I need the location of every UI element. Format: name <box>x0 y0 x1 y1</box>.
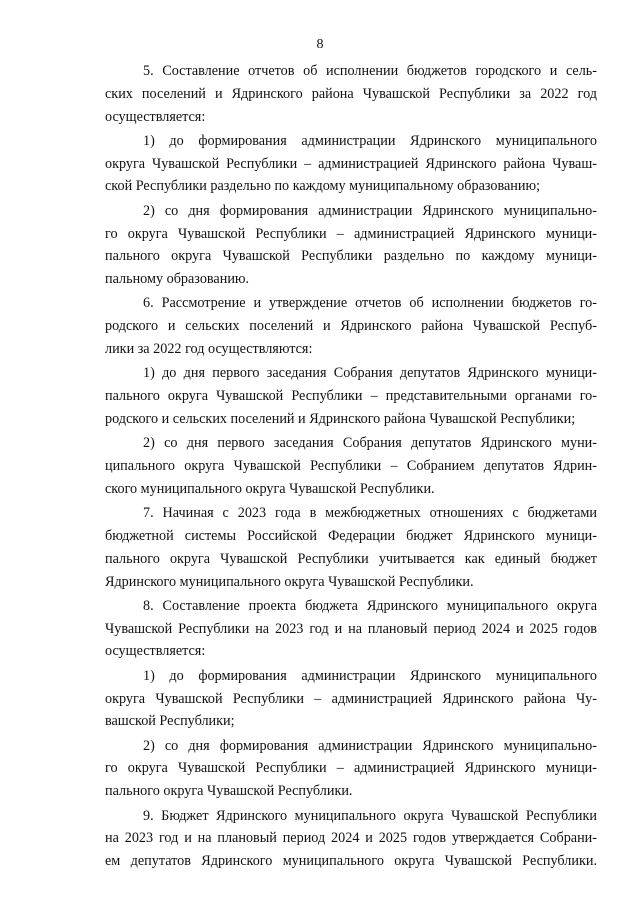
text-line: родского и сельских поселений и Ядринского района Чувашской Республики; <box>105 410 576 427</box>
text-line: го округа Чувашской Республики – администрацией Ядринского муници- <box>105 760 597 777</box>
text-line: 2) со дня первого заседания Собрания депутатов Ядринского муни- <box>143 435 597 452</box>
text-line: 9. Бюджет Ядринского муниципального округа Чувашской Республики <box>143 807 597 824</box>
paragraph <box>105 362 597 430</box>
paragraph <box>105 60 597 128</box>
text-line: пального округа Чувашской Республики. <box>105 783 353 800</box>
text-line: лики за 2022 год осуществляются: <box>105 341 313 358</box>
paragraph <box>105 200 597 291</box>
text-line: пальному образованию. <box>105 271 250 288</box>
paragraph <box>105 735 597 803</box>
text-line: бюджетной системы Российской Федерации бюджет Ядринского муници- <box>105 527 597 544</box>
text-line: осуществляется: <box>105 108 206 125</box>
text-line: ципального округа Чувашской Республики – Собранием депутатов Ядрин- <box>105 458 597 475</box>
text-line: вашской Республики; <box>105 713 235 730</box>
text-line: 1) до формирования администрации Ядринского муниципального <box>143 667 597 684</box>
text-line: ем депутатов Ядринского муниципального округа Чувашской Республики. <box>105 853 597 870</box>
text-line: го округа Чувашской Республики – администрацией Ядринского муници- <box>105 225 597 242</box>
text-line: 5. Составление отчетов об исполнении бюджетов городского и сель- <box>143 63 597 79</box>
text-line: округа Чувашской Республики – администрацией Ядринского района Чу- <box>105 690 597 707</box>
text-line: Ядринского муниципального округа Чувашской Республики. <box>105 573 474 590</box>
text-line: Чувашской Республики на 2023 год и на плановый период 2024 и 2025 годов <box>105 620 597 637</box>
text-line: на 2023 год и на плановый период 2024 и 2025 годов утверждается Собрани- <box>105 830 597 847</box>
paragraph <box>105 292 597 360</box>
text-line: пального округа Чувашской Республики – представительными органами го- <box>105 388 597 405</box>
text-line: 8. Составление проекта бюджета Ядринского муниципального округа <box>143 597 597 614</box>
text-line: 7. Начиная с 2023 года в межбюджетных отношениях с бюджетами <box>143 505 597 522</box>
page-number: 8 <box>316 37 324 52</box>
paragraph <box>105 130 597 198</box>
text-line: 2) со дня формирования администрации Ядринского муниципально- <box>143 737 597 754</box>
document-body <box>105 60 597 874</box>
text-line: 1) до формирования администрации Ядринского муниципального <box>143 132 597 149</box>
text-line: пального округа Чувашской Республики раздельно по каждому муници- <box>105 248 597 265</box>
text-line: округа Чувашской Республики – администрацией Ядринского района Чуваш- <box>105 155 597 172</box>
paragraph <box>105 805 597 873</box>
text-line: осуществляется: <box>105 643 206 660</box>
text-line: родского и сельских поселений и Ядринского района Чувашской Респуб- <box>105 318 597 335</box>
text-line: пального округа Чувашской Республики учитывается как единый бюджет <box>105 550 597 567</box>
text-line: ских поселений и Ядринского района Чувашской Республики за 2022 год <box>105 85 597 102</box>
text-line: ского муниципального округа Чувашской Республики. <box>105 480 435 497</box>
paragraph <box>105 665 597 733</box>
text-line: 2) со дня формирования администрации Ядринского муниципально- <box>143 202 597 219</box>
text-line: 6. Рассмотрение и утверждение отчетов об исполнении бюджетов го- <box>143 295 597 312</box>
paragraph <box>105 502 597 593</box>
paragraph <box>105 595 597 663</box>
text-line: 1) до дня первого заседания Собрания депутатов Ядринского муници- <box>143 365 597 382</box>
text-line: ской Республики раздельно по каждому муниципальному образованию; <box>105 178 541 195</box>
paragraph <box>105 432 597 500</box>
